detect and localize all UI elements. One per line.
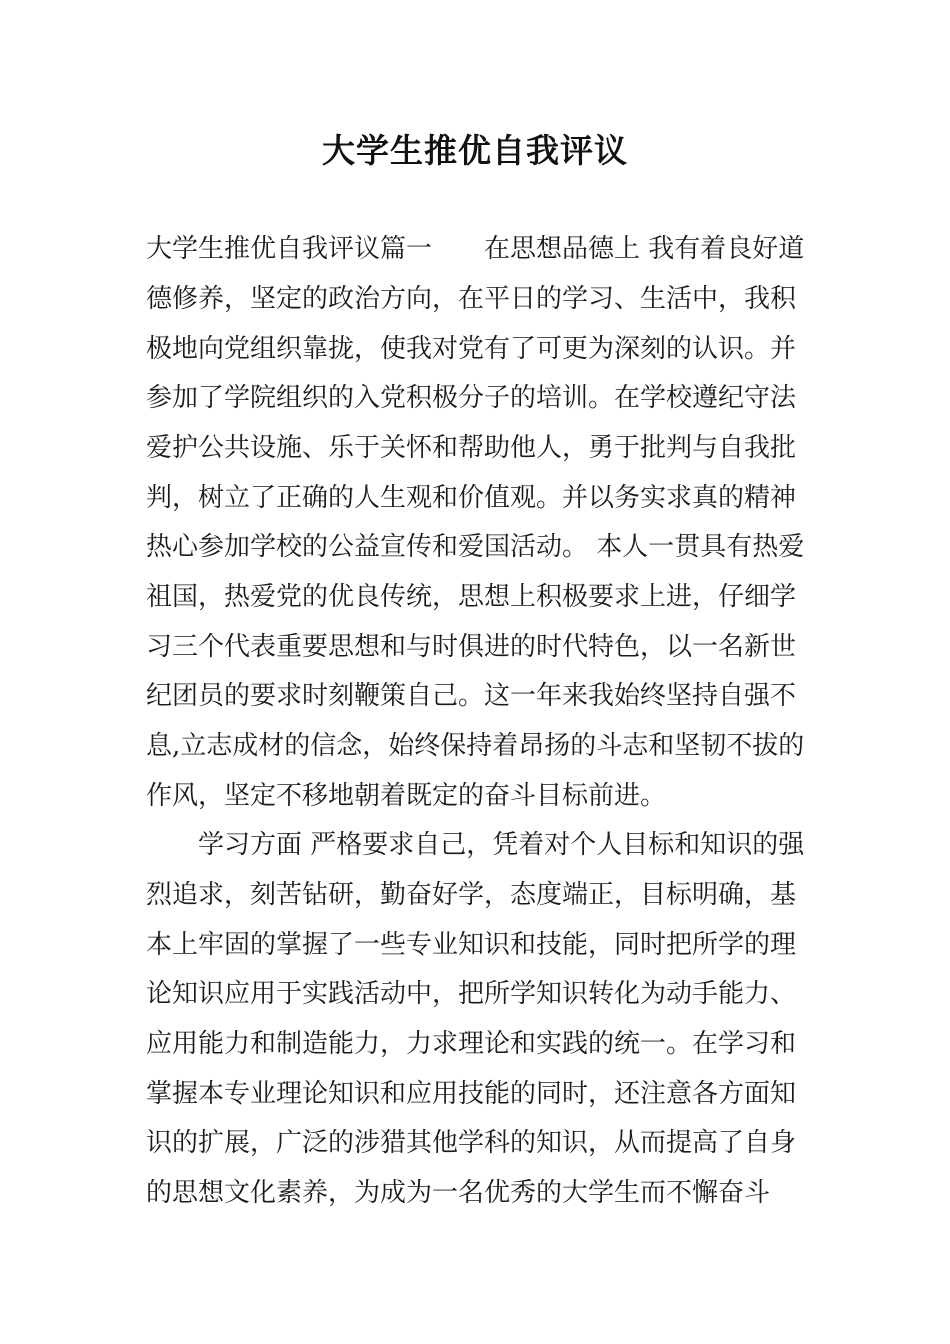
document-title: 大学生推优自我评议 — [322, 131, 628, 170]
body-line: 爱护公共设施、乐于关怀和帮助他人，勇于批判与自我批 — [146, 433, 797, 463]
body-line: 德修养，坚定的政治方向，在平日的学习、生活中，我积 — [146, 284, 797, 314]
body-line: 论知识应用于实践活动中，把所学知识转化为动手能力、 — [146, 979, 797, 1009]
body-line: 判，树立了正确的人生观和价值观。并以务实求真的精神 — [146, 483, 797, 513]
body-line: 参加了学院组织的入党积极分子的培训。在学校遵纪守法 — [146, 383, 797, 413]
body-line: 烈追求，刻苦钻研，勤奋好学，态度端正，目标明确，基 — [146, 880, 797, 910]
body-line: 息,立志成材的信念，始终保持着昂扬的斗志和坚韧不拔的 — [146, 731, 805, 761]
body-line: 掌握本专业理论知识和应用技能的同时，还注意各方面知 — [146, 1079, 797, 1109]
body-line: 的思想文化素养，为成为一名优秀的大学生而不懈奋斗 — [146, 1178, 771, 1208]
body-line: 本上牢固的掌握了一些专业知识和技能，同时把所学的理 — [146, 930, 797, 960]
body-line: 热心参加学校的公益宣传和爱国活动。 本人一贯具有热爱 — [146, 532, 805, 562]
body-line: 大学生推优自我评议篇一 在思想品德上 我有着良好道 — [146, 234, 805, 264]
body-line: 祖国，热爱党的优良传统，思想上积极要求上进，仔细学 — [146, 582, 797, 612]
body-line: 极地向党组织靠拢，使我对党有了可更为深刻的认识。并 — [146, 334, 797, 364]
body-line: 习三个代表重要思想和与时俱进的时代特色，以一名新世 — [146, 632, 797, 662]
body-line: 作风，坚定不移地朝着既定的奋斗目标前进。 — [146, 781, 667, 811]
body-line: 纪团员的要求时刻鞭策自己。这一年来我始终坚持自强不 — [146, 681, 797, 711]
body-line: 识的扩展，广泛的涉猎其他学科的知识，从而提高了自身 — [146, 1128, 797, 1158]
body-line: 应用能力和制造能力，力求理论和实践的统一。在学习和 — [146, 1029, 797, 1059]
body-line: 学习方面 严格要求自己，凭着对个人目标和知识的强 — [146, 830, 805, 860]
